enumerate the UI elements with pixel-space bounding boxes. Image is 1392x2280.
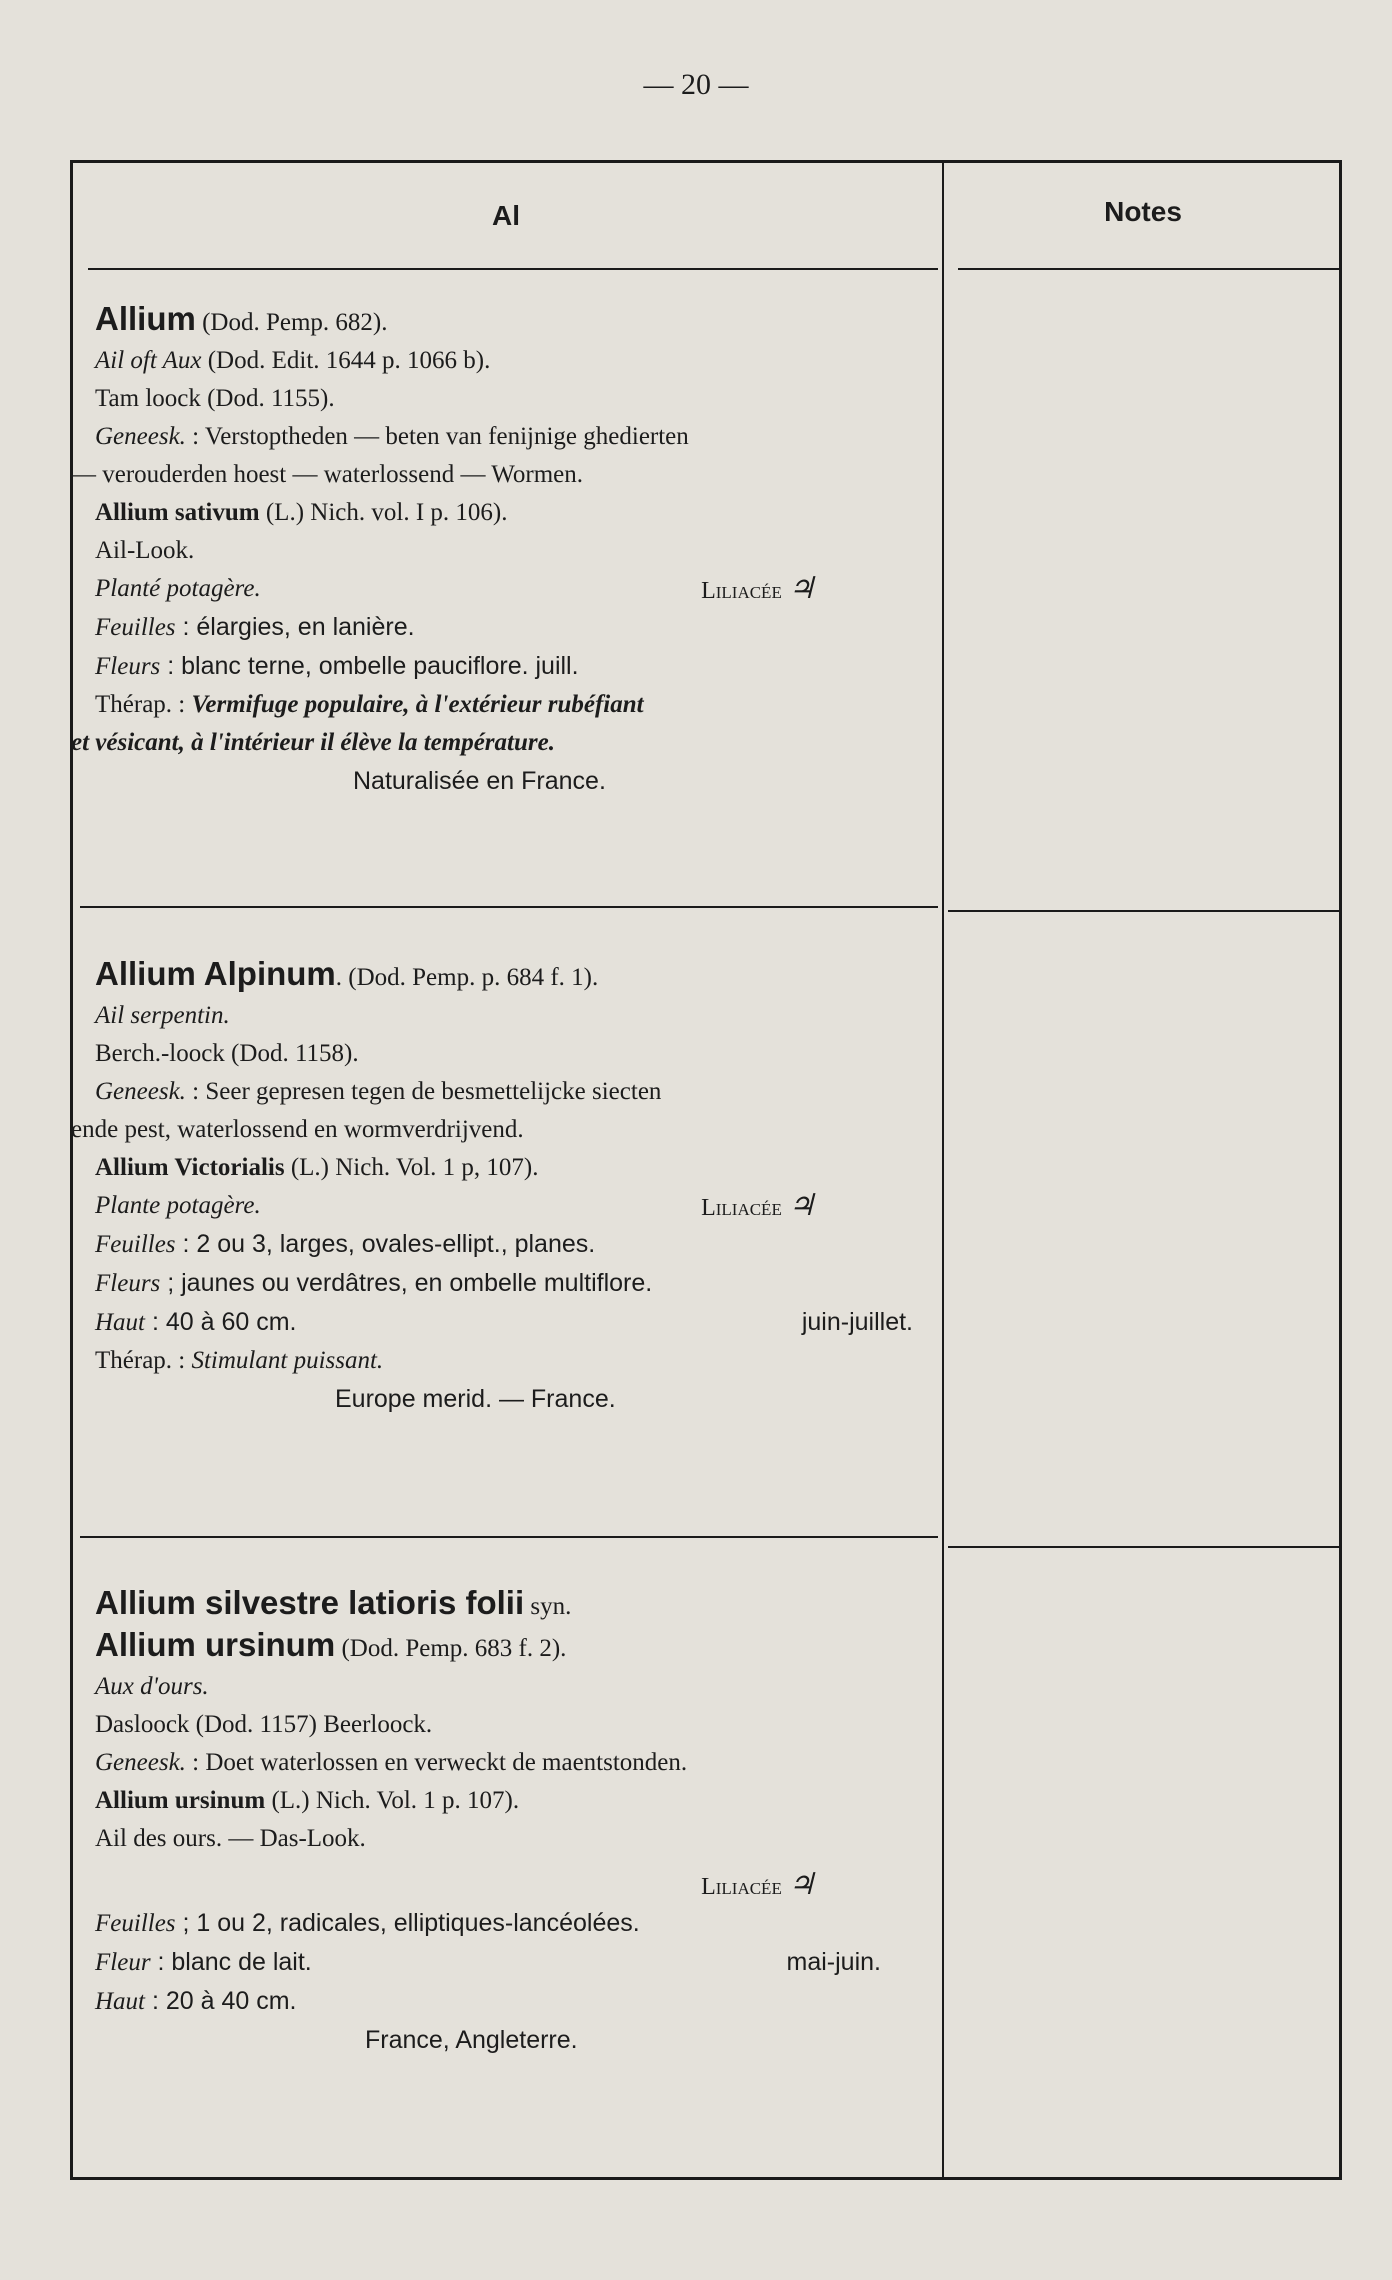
geneesk-text-cont: ende pest, waterlossend en wormverdrijvend.	[71, 1116, 524, 1143]
entry-allium-ursinum	[95, 1584, 925, 2059]
column-header-al: Al	[492, 200, 520, 231]
flowers-label: Fleurs	[95, 1270, 161, 1297]
distribution: Europe merid. — France.	[335, 1385, 616, 1413]
family-name: Liliacée	[701, 1874, 782, 1900]
entry-allium-alpinum	[71, 955, 925, 1418]
genus-name: Allium silvestre latioris folii	[95, 1584, 525, 1621]
flowers-text: ; jaunes ou verdâtres, en ombelle multiflore.	[160, 1269, 653, 1297]
therap-text: Vermifuge populaire, à l'extérieur rubéfiant	[191, 691, 644, 718]
entry-divider-2-left	[80, 1536, 938, 1538]
therap-label: Thérap. :	[95, 1347, 192, 1374]
category: Planté potagère.	[95, 575, 261, 602]
species-name: Allium ursinum	[95, 1787, 266, 1814]
distribution: France, Angleterre.	[365, 2026, 578, 2054]
species-name: Allium sativum	[95, 499, 260, 526]
entry-title	[95, 300, 925, 342]
common-name: Ail serpentin.	[95, 1002, 230, 1029]
perennial-symbol: ♃	[788, 572, 815, 605]
flowering-period: juin-juillet.	[801, 1308, 913, 1336]
geneesk-label: Geneesk.	[95, 1749, 186, 1776]
geneesk-text-cont: — verouderden hoest — waterlossend — Wormen.	[71, 461, 583, 488]
perennial-symbol: ♃	[788, 1189, 815, 1222]
therap-text: Stimulant puissant.	[191, 1347, 384, 1374]
page-number: — 20 —	[643, 68, 749, 101]
flower-text: : blanc de lait.	[150, 1948, 312, 1976]
column-separator	[942, 160, 944, 2180]
local-name: Ail des ours. — Das-Look.	[95, 1825, 366, 1852]
family-name: Liliacée	[701, 578, 782, 604]
flemish-name: Berch.-loock (Dod. 1158).	[95, 1040, 359, 1067]
flowers-text: : blanc terne, ombelle pauciflore. juill.	[160, 652, 579, 680]
common-name: Ail oft Aux	[95, 347, 202, 374]
local-name: Ail-Look.	[95, 537, 195, 564]
reference: (Dod. Pemp. 682).	[195, 309, 388, 336]
genus-name: Allium	[95, 300, 196, 337]
flower-label: Fleur	[95, 1949, 151, 1976]
header-rule-left	[88, 268, 938, 270]
reference: (L.) Nich. Vol. 1 p. 107).	[265, 1787, 520, 1814]
leaves-text: : élargies, en lanière.	[175, 613, 415, 641]
therap-label: Thérap. :	[95, 691, 192, 718]
entry-allium	[71, 300, 925, 800]
height-text: : 40 à 60 cm.	[145, 1308, 297, 1336]
height-text: : 20 à 40 cm.	[145, 1987, 297, 2015]
geneesk-text: : Verstoptheden — beten van fenijnige ghedierten	[185, 423, 689, 450]
geneesk-text: : Seer gepresen tegen de besmettelijcke siecten	[185, 1078, 662, 1105]
entry-divider-2-right	[948, 1546, 1342, 1548]
leaves-text: ; 1 ou 2, radicales, elliptiques-lancéolées.	[175, 1909, 640, 1937]
category: Plante potagère.	[95, 1192, 261, 1219]
height-label: Haut	[95, 1309, 145, 1336]
geneesk-label: Geneesk.	[95, 423, 186, 450]
common-name: Aux d'ours.	[95, 1673, 209, 1700]
flemish-name: Dasloock (Dod. 1157) Beerloock.	[95, 1711, 433, 1738]
leaves-label: Feuilles	[95, 1910, 176, 1937]
genus-name: Allium ursinum	[95, 1626, 336, 1663]
entry-divider-1-left	[80, 906, 938, 908]
header-rule-right	[958, 268, 1342, 270]
family-name: Liliacée	[701, 1195, 782, 1221]
entry-divider-1-right	[948, 910, 1342, 912]
reference: (L.) Nich. Vol. 1 p, 107).	[284, 1154, 539, 1181]
column-header-notes: Notes	[1104, 196, 1182, 227]
flemish-name: Tam loock (Dod. 1155).	[95, 385, 335, 412]
reference: (Dod. Pemp. 683 f. 2).	[335, 1635, 567, 1662]
leaves-label: Feuilles	[95, 1231, 176, 1258]
reference: (Dod. Edit. 1644 p. 1066 b).	[201, 347, 491, 374]
height-label: Haut	[95, 1988, 145, 2015]
synonym-marker: syn.	[524, 1593, 572, 1620]
leaves-text: : 2 ou 3, larges, ovales-ellipt., planes.	[175, 1230, 596, 1258]
reference: . (Dod. Pemp. p. 684 f. 1).	[335, 964, 599, 991]
geneesk-label: Geneesk.	[95, 1078, 186, 1105]
perennial-symbol: ♃	[788, 1868, 815, 1901]
leaves-label: Feuilles	[95, 614, 176, 641]
therap-text-cont: et vésicant, à l'intérieur il élève la température.	[71, 729, 555, 756]
reference: (L.) Nich. vol. I p. 106).	[259, 499, 508, 526]
genus-name: Allium Alpinum	[95, 955, 336, 992]
species-name: Allium Victorialis	[95, 1154, 285, 1181]
flowering-period: mai-juin.	[786, 1948, 881, 1976]
distribution: Naturalisée en France.	[353, 767, 606, 795]
geneesk-text: : Doet waterlossen en verweckt de maentstonden.	[185, 1749, 688, 1776]
flowers-label: Fleurs	[95, 653, 161, 680]
